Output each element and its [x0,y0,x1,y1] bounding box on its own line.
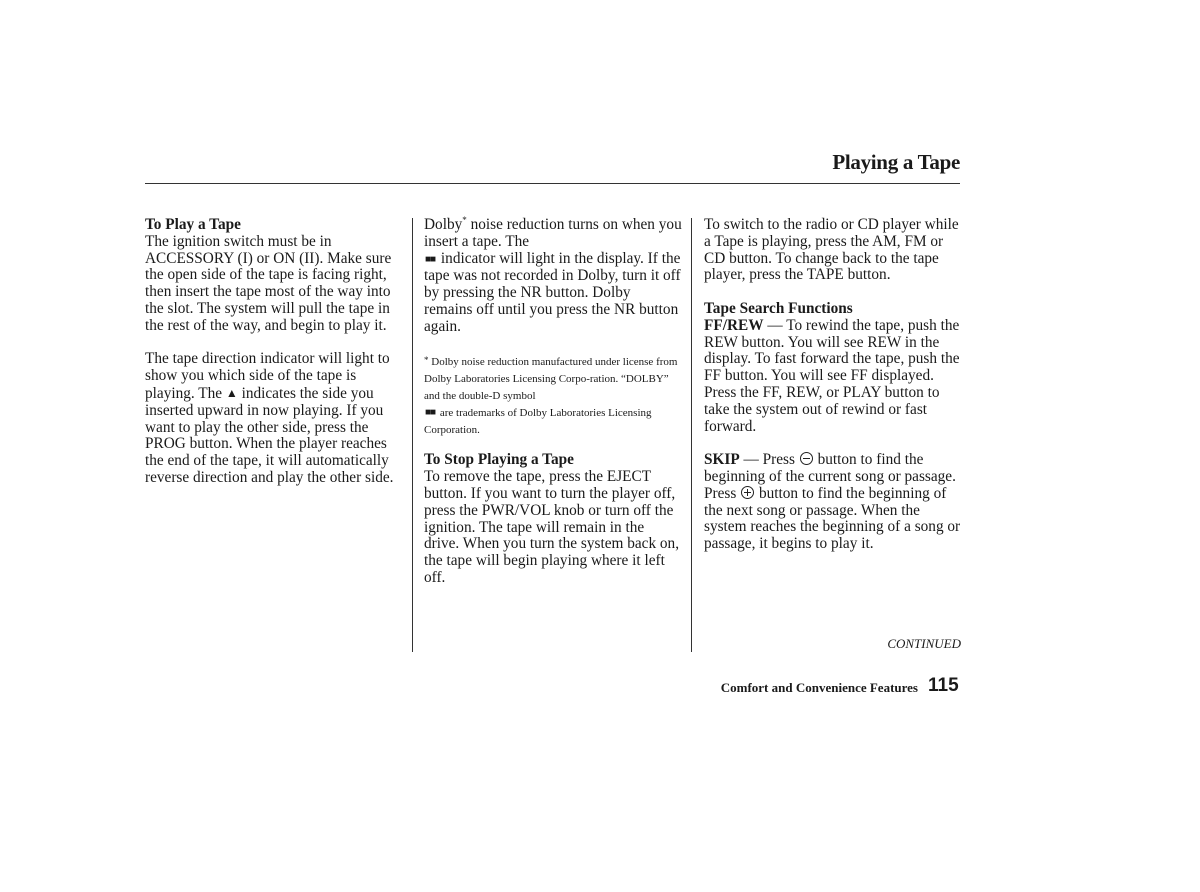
stop-tape-paragraph: To remove the tape, press the EJECT button. If you want to turn the player off, press the PWR/VOL knob or turn off the ignition. The tape will remain in the drive. When you turn the system back on, the tape will begin playing where it left off. [424,468,680,586]
footnote-text-b: are trademarks of Dolby Laboratories Licensing Corporation. [424,406,652,436]
continued-label: CONTINUED [887,636,961,651]
dash-1: — [767,316,783,334]
skip-plus-icon [741,486,754,499]
ffrew-paragraph [704,318,966,436]
direction-text-a: The tape direction indicator will light to show you which side of the tape is playing. The [145,350,390,402]
column-divider-1 [412,218,413,652]
dolby-double-d-icon: ■■ [425,253,436,265]
column-1 [145,217,403,487]
dolby-double-d-icon-footnote: ■■ [425,406,436,418]
heading-stop-tape: To Stop Playing a Tape [424,451,574,469]
column-2 [424,214,682,587]
asterisk-mark: * [462,214,467,225]
dolby-paragraph [424,214,682,336]
play-tape-paragraph: The ignition switch must be in ACCESSORY (I) or ON (II). Make sure the open side of the tape is facing right, then insert the tape most of the way into the slot. The system will pull the tape in the rest of the way, and begin to play it. [145,232,392,334]
ffrew-label: FF/REW [704,316,764,334]
skip-text-a: Press [762,451,795,469]
footnote-text-a: Dolby noise reduction manufactured under license from Dolby Laboratories Licensing Corpo-ration. “DOLBY” and the double-D symbol [424,356,678,402]
direction-text-b: indicates the side you inserted upward in now playing. If you want to play the other side, press the PROG button. When the player reaches the end of the tape, it will automatically reverse direction and play the other side. [145,384,394,486]
switch-source-paragraph: To switch to the radio or CD player while a Tape is playing, press the AM, FM or CD button. To change back to the tape player, press the TAPE button. [704,216,959,284]
heading-play-tape: To Play a Tape [145,216,241,233]
up-triangle-icon: ▲ [225,385,238,400]
direction-indicator-paragraph [145,351,403,486]
skip-text-b: button to find the beginning of the current song or passage. Press [704,451,956,502]
title-rule [145,183,960,184]
dolby-text-b: noise reduction turns on when you insert a tape. The [424,216,682,250]
heading-tape-search: Tape Search Functions [704,299,853,317]
column-3 [704,217,966,553]
skip-minus-icon [800,452,813,465]
skip-paragraph [704,452,966,553]
column-divider-2 [691,218,692,652]
dolby-text-a: Dolby [424,216,463,233]
page-number: 115 [928,675,959,696]
ffrew-text: To rewind the tape, push the REW button. You will see REW in the display. To fast forward the tape, push the FF button. You will see FF displayed. Press the FF, REW, or PLAY button to take the system out of rewind or fast forward. [704,316,960,435]
skip-text-c: button to find the beginning of the next song or passage. When the system reaches the beginning of a song or passage, it begins to play it. [704,484,961,553]
dash-2: — [743,451,759,469]
page-title: Playing a Tape [832,150,960,174]
footer-section-title: Comfort and Convenience Features [720,680,918,695]
footnote-asterisk: * [424,355,429,366]
dolby-footnote [424,352,682,438]
dolby-text-c: indicator will light in the display. If the tape was not recorded in Dolby, turn it off by pressing the NR button. Dolby remains off until you press the NR button again. [424,249,681,335]
skip-label: SKIP [704,451,740,469]
